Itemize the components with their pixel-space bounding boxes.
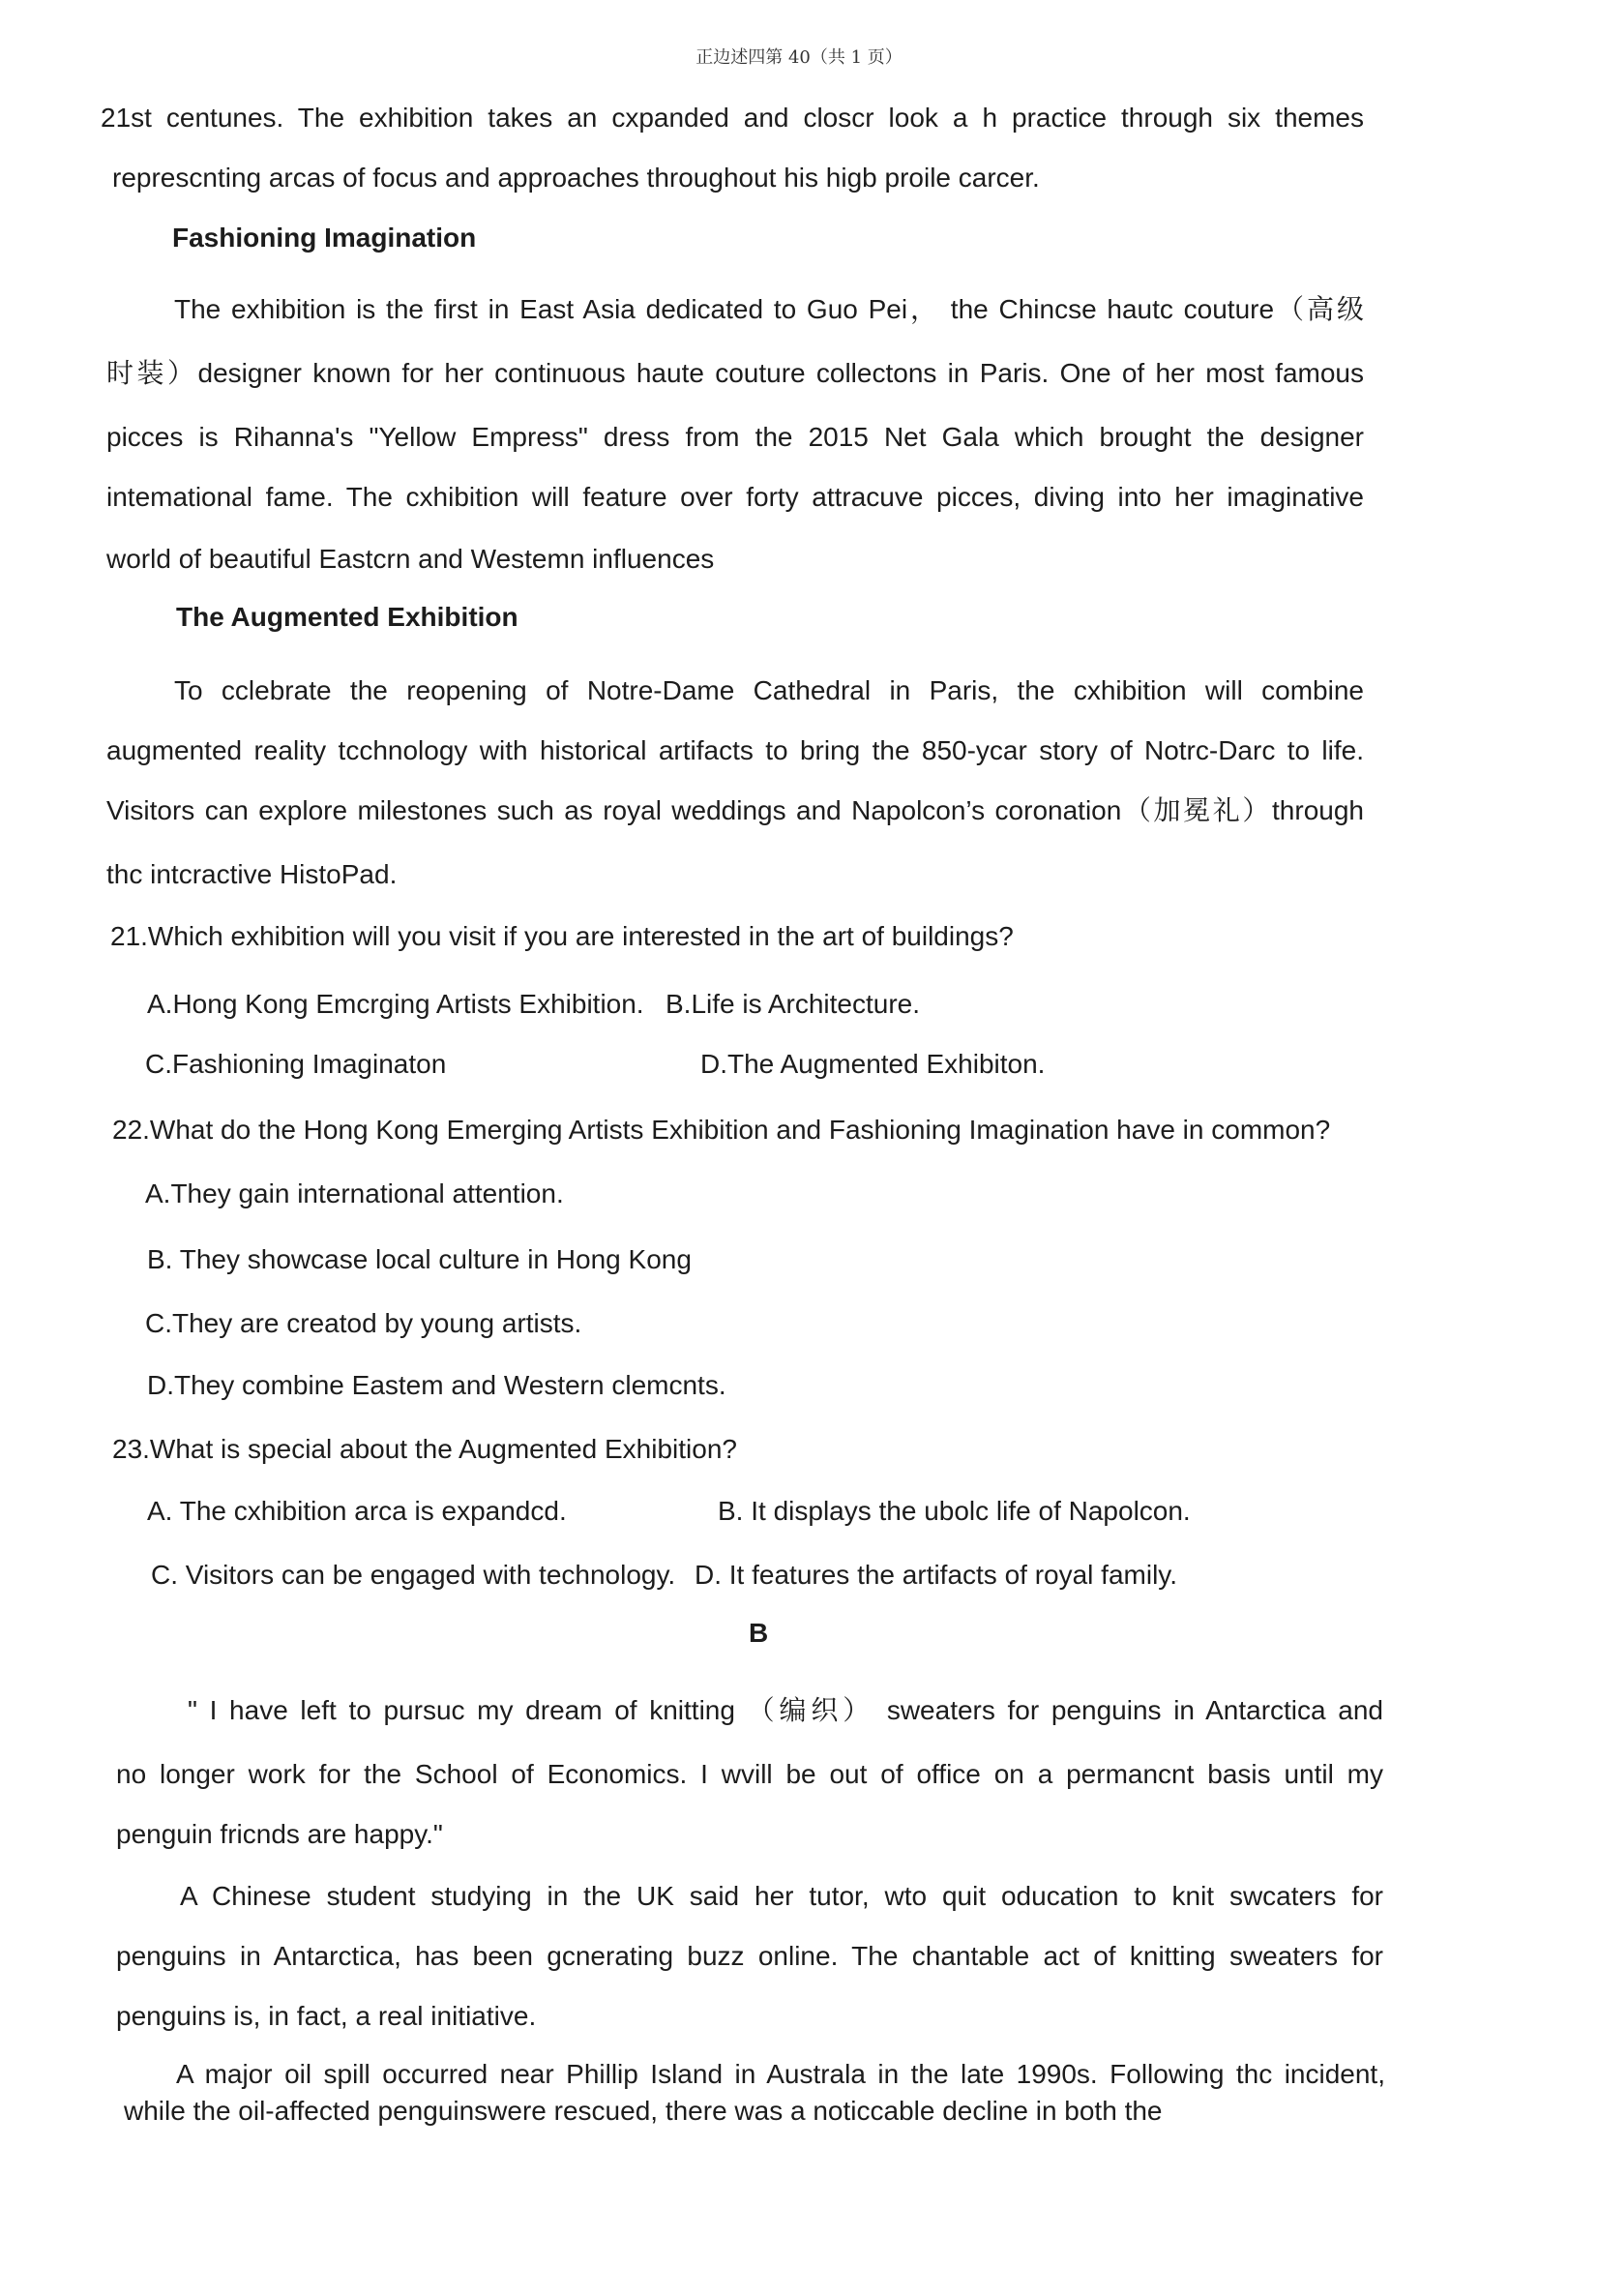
fashioning-line-2: 时装）designer known for her continuous haute couture collectons in Paris. One of her most famous [106, 358, 1364, 388]
part-b-line-3: penguin fricnds are happy." [116, 1819, 443, 1849]
part-b-line-8: while the oil-affected penguinswere rescued, there was a noticcable decline in both the [124, 2096, 1163, 2126]
part-b-label: B [749, 1618, 769, 1648]
part-b-line-7: A major oil spill occurred near Phillip Island in Australa in the late 1990s. Following thc incident, [176, 2059, 1385, 2089]
section-title-fashioning: Fashioning Imagination [172, 223, 477, 253]
q23-option-d: D. It features the artifacts of royal family. [695, 1560, 1177, 1590]
part-b-line-4: A Chinese student studying in the UK said her tutor, wto quit oducation to knit swcaters for [180, 1881, 1383, 1911]
fashioning-line-1: The exhibition is the first in East Asia dedicated to Guo Pei， the Chincse hautc couture（高级 [174, 294, 1364, 324]
augmented-line-3: Visitors can explore milestones such as royal weddings and Napolcon’s coronation（加冕礼）through [106, 795, 1364, 825]
part-b-line-2: no longer work for the School of Economics. I wvill be out of office on a permancnt basis until my [116, 1759, 1383, 1789]
question-21: 21.Which exhibition will you visit if you are interested in the art of buildings? [110, 921, 1014, 951]
q22-option-d: D.They combine Eastem and Western clemcnts. [147, 1370, 726, 1400]
fashioning-line-5: world of beautiful Eastcrn and Westemn influences [106, 544, 715, 574]
q21-option-c: C.Fashioning Imaginaton [145, 1049, 447, 1079]
intro-line-1: 21st centunes. The exhibition takes an cxpanded and closcr look a h practice through six themes [101, 103, 1364, 133]
augmented-line-4: thc intcractive HistoPad. [106, 859, 398, 889]
augmented-line-2: augmented reality tcchnology with historical artifacts to bring the 850-ycar story of Notrc-Darc to life. [106, 735, 1364, 765]
page-header: 正边述四第 40（共 1 页） [695, 47, 903, 68]
question-23: 23.What is special about the Augmented Exhibition? [112, 1434, 737, 1464]
q21-option-d: D.The Augmented Exhibiton. [700, 1049, 1046, 1079]
fashioning-line-4: intemational fame. The cxhibition will feature over forty attracuve picces, diving into her imaginative [106, 482, 1364, 512]
augmented-line-1: To cclebrate the reopening of Notre-Dame Cathedral in Paris, the cxhibition will combine [174, 675, 1364, 705]
section-title-augmented: The Augmented Exhibition [176, 602, 518, 632]
q22-option-c: C.They are creatod by young artists. [145, 1308, 582, 1338]
part-b-line-5: penguins in Antarctica, has been gcnerating buzz online. The chantable act of knitting sweaters for [116, 1941, 1383, 1971]
q22-option-a: A.They gain international attention. [145, 1178, 564, 1208]
q21-option-b: B.Life is Architecture. [666, 989, 921, 1019]
q23-option-a: A. The cxhibition arca is expandcd. [147, 1496, 567, 1526]
q23-option-b: B. It displays the ubolc life of Napolcon. [718, 1496, 1191, 1526]
q22-option-b: B. They showcase local culture in Hong Kong [147, 1244, 692, 1274]
intro-line-2: represcnting arcas of focus and approaches throughout his higb proile carcer. [112, 163, 1040, 193]
part-b-line-6: penguins is, in fact, a real initiative. [116, 2001, 537, 2031]
q23-option-c: C. Visitors can be engaged with technology. [151, 1560, 676, 1590]
fashioning-line-3: picces is Rihanna's "Yellow Empress" dress from the 2015 Net Gala which brought the designer [106, 422, 1364, 452]
part-b-line-1: " I have left to pursuc my dream of knitting （编织） sweaters for penguins in Antarctica and [188, 1695, 1383, 1725]
question-22: 22.What do the Hong Kong Emerging Artists Exhibition and Fashioning Imagination have in common? [112, 1115, 1331, 1145]
q21-option-a: A.Hong Kong Emcrging Artists Exhibition. [147, 989, 644, 1019]
